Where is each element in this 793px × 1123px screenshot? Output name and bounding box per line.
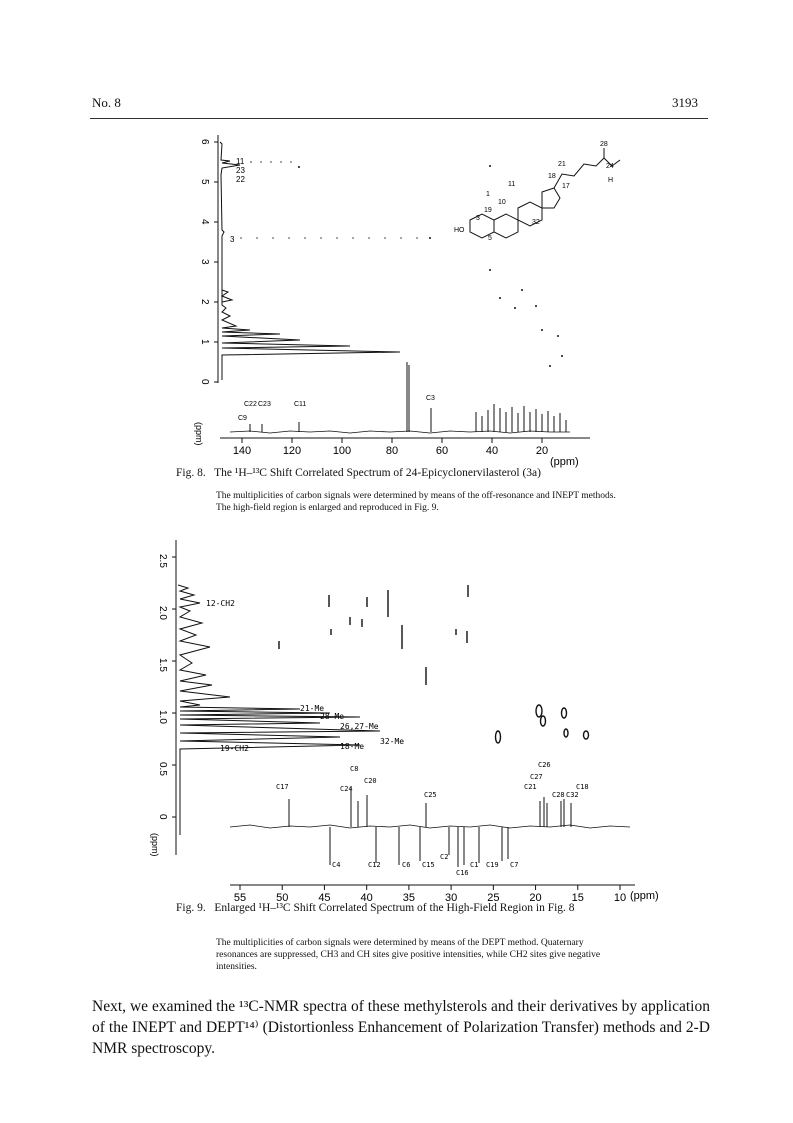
figure-8-c-label-c3: C3 <box>426 395 435 402</box>
axis-tick-label: 4 <box>199 219 210 225</box>
figure-9-h-label-21me: 21-Me <box>300 704 325 713</box>
page-journal-issue: No. 8 <box>92 95 121 110</box>
figure-8-h-label-11: 11 <box>236 157 245 166</box>
figure-9-c-label-c16: C16 <box>456 869 469 877</box>
axis-tick-label: 3 <box>199 259 210 265</box>
figure-8-h-label-3: 3 <box>230 235 235 244</box>
figure-8 <box>170 130 640 470</box>
figure-9-c-label-c18: C18 <box>576 783 589 791</box>
figure-8-struct-18: 18 <box>548 173 556 180</box>
axis-tick-label: 45 <box>318 892 331 904</box>
figure-9-h-label-32me: 32-Me <box>380 737 405 746</box>
figure-9-h-label-28me: 28-Me <box>320 712 345 721</box>
figure-8-c-label-c23: C23 <box>258 401 271 408</box>
axis-tick-label: 100 <box>332 445 352 457</box>
axis-tick-label: 2.5 <box>157 554 168 568</box>
header-rule <box>90 118 708 119</box>
figure-8-spectrum <box>170 130 640 470</box>
body-paragraph: Next, we examined the ¹³C-NMR spectra of these methylsterols and their derivatives by application of the INEPT and DEPT¹⁴⁾ (Distortionless Enhancement of Polarization Transfer) methods and 2-D NMR spectroscopy. <box>92 998 710 1057</box>
figure-9-c-label-c2: C2 <box>440 853 449 861</box>
axis-tick-label: 55 <box>233 892 247 904</box>
figure-9-c-label-c24: C24 <box>340 785 353 793</box>
axis-tick-label: 2 <box>199 299 210 305</box>
axis-tick-label: 2.0 <box>157 606 168 620</box>
figure-9-spectrum <box>140 535 670 905</box>
axis-tick-label: 50 <box>276 892 289 904</box>
figure-9-c-label-c25: C25 <box>424 791 437 799</box>
figure-9-note: The multiplicities of carbon signals were determined by means of the DEPT method. Quaternary resonances are suppressed, CH3 and CH sites give positive intensities, while CH2 sites give negative intensities. <box>216 938 601 972</box>
figure-9-c-label-c1: C1 <box>470 861 479 869</box>
figure-8-struct-ho: HO <box>454 227 465 234</box>
axis-tick-label: 25 <box>487 892 500 904</box>
figure-9-h-label-2627me: 26,27-Me <box>340 722 379 731</box>
figure-8-c-axis-unit: (ppm) <box>550 456 579 468</box>
figure-9-c-label-c4: C4 <box>332 861 341 869</box>
figure-9-h-axis-unit: (ppm) <box>150 833 160 857</box>
axis-tick-label: 10 <box>613 892 627 904</box>
axis-tick-label: 5 <box>199 179 210 185</box>
axis-tick-label: 60 <box>435 445 449 457</box>
figure-8-caption <box>176 466 656 480</box>
figure-9-c-axis-unit: (ppm) <box>630 890 659 902</box>
figure-9-c-label-c21: C21 <box>524 783 537 791</box>
axis-tick-label: 6 <box>199 139 210 145</box>
figure-9-c-label-c27: C27 <box>530 773 543 781</box>
figure-9-c-label-c8: C8 <box>350 765 359 773</box>
figure-8-caption-text: The ¹H–¹³C Shift Correlated Spectrum of 24-Epicyclonervilasterol (3a) <box>214 467 541 479</box>
figure-8-struct-21: 21 <box>558 161 566 168</box>
figure-8-h-projection <box>220 142 400 380</box>
figure-8-h-label-23: 23 <box>236 166 245 175</box>
axis-tick-label: 0 <box>157 814 168 820</box>
figure-8-cross-peaks <box>298 165 563 367</box>
figure-9-caption-prefix: Fig. 9. <box>176 902 206 914</box>
figure-9-c-label-c15: C15 <box>422 861 435 869</box>
axis-tick-label: 140 <box>232 445 252 457</box>
figure-8-c-axis-ticks <box>233 438 548 457</box>
figure-8-h-axis-ticks <box>199 139 218 385</box>
figure-8-h-axis-unit: (ppm) <box>194 422 204 446</box>
figure-8-caption-prefix: Fig. 8. <box>176 467 206 479</box>
figure-8-c-label-c9: C9 <box>238 415 247 422</box>
figure-8-struct-19: 19 <box>484 207 492 214</box>
figure-9-h-axis-ticks <box>157 554 176 820</box>
figure-8-struct-1: 1 <box>486 191 490 198</box>
axis-tick-label: 80 <box>385 445 399 457</box>
figure-8-c-label-c22: C22 <box>244 401 257 408</box>
figure-8-struct-11: 11 <box>508 181 516 188</box>
figure-9-c-label-c19: C19 <box>486 861 499 869</box>
figure-9-c-label-c6: C6 <box>402 861 411 869</box>
figure-9-caption <box>176 901 646 915</box>
figure-9-caption-text: Enlarged ¹H–¹³C Shift Correlated Spectrum of the High-Field Region in Fig. 8 <box>214 902 575 914</box>
figure-8-struct-28: 28 <box>600 141 608 148</box>
figure-8-struct-10: 10 <box>498 199 506 206</box>
figure-9-c-label-c28: C28 <box>552 791 565 799</box>
axis-tick-label: 1.5 <box>157 658 168 672</box>
axis-tick-label: 40 <box>485 445 499 457</box>
page-number: 3193 <box>672 95 698 110</box>
axis-tick-label: 0.5 <box>157 762 168 776</box>
figure-9-c-label-c20: C20 <box>364 777 377 785</box>
axis-tick-label: 1.0 <box>157 710 168 724</box>
figure-8-c-label-c11: C11 <box>294 401 307 408</box>
axis-tick-label: 0 <box>199 379 210 385</box>
figure-8-struct-24: 24 <box>606 163 614 170</box>
figure-9-c-label-c12: C12 <box>368 861 381 869</box>
axis-tick-label: 35 <box>402 892 416 904</box>
figure-9-c-label-c17: C17 <box>276 783 289 791</box>
axis-tick-label: 120 <box>282 445 302 457</box>
figure-8-struct-h: H <box>608 177 614 184</box>
figure-8-h-label-22: 22 <box>236 175 245 184</box>
figure-8-structure <box>470 148 620 238</box>
figure-9-h-label-12ch2: 12-CH2 <box>206 599 235 608</box>
figure-9-h-label-18me: 18-Me <box>340 742 365 751</box>
axis-tick-label: 20 <box>529 892 542 904</box>
figure-9 <box>140 535 670 905</box>
figure-9-dept-peaks <box>289 787 571 867</box>
figure-8-note: The multiplicities of carbon signals were determined by means of the off-resonance and INEPT methods. The high-field region is enlarged and reproduced in Fig. 9. <box>216 491 616 513</box>
figure-9-c-label-c7: C7 <box>510 861 519 869</box>
figure-9-c-label-c32: C32 <box>566 791 579 799</box>
axis-tick-label: 15 <box>571 892 584 904</box>
figure-9-dept-baseline <box>230 825 630 828</box>
figure-8-struct-32: 32 <box>532 219 540 226</box>
axis-tick-label: 1 <box>199 339 210 345</box>
axis-tick-label: 30 <box>444 892 458 904</box>
figure-8-c-peaks <box>250 362 566 432</box>
figure-8-c-spectrum-baseline <box>230 431 570 433</box>
axis-tick-label: 20 <box>535 445 549 457</box>
figure-8-struct-5: 5 <box>488 235 492 242</box>
figure-8-struct-17: 17 <box>562 183 570 190</box>
figure-9-h-label-19ch2: 19-CH2 <box>220 744 249 753</box>
figure-9-c-label-c26: C26 <box>538 761 551 769</box>
figure-8-struct-3: 3 <box>476 215 480 222</box>
axis-tick-label: 40 <box>360 892 373 904</box>
